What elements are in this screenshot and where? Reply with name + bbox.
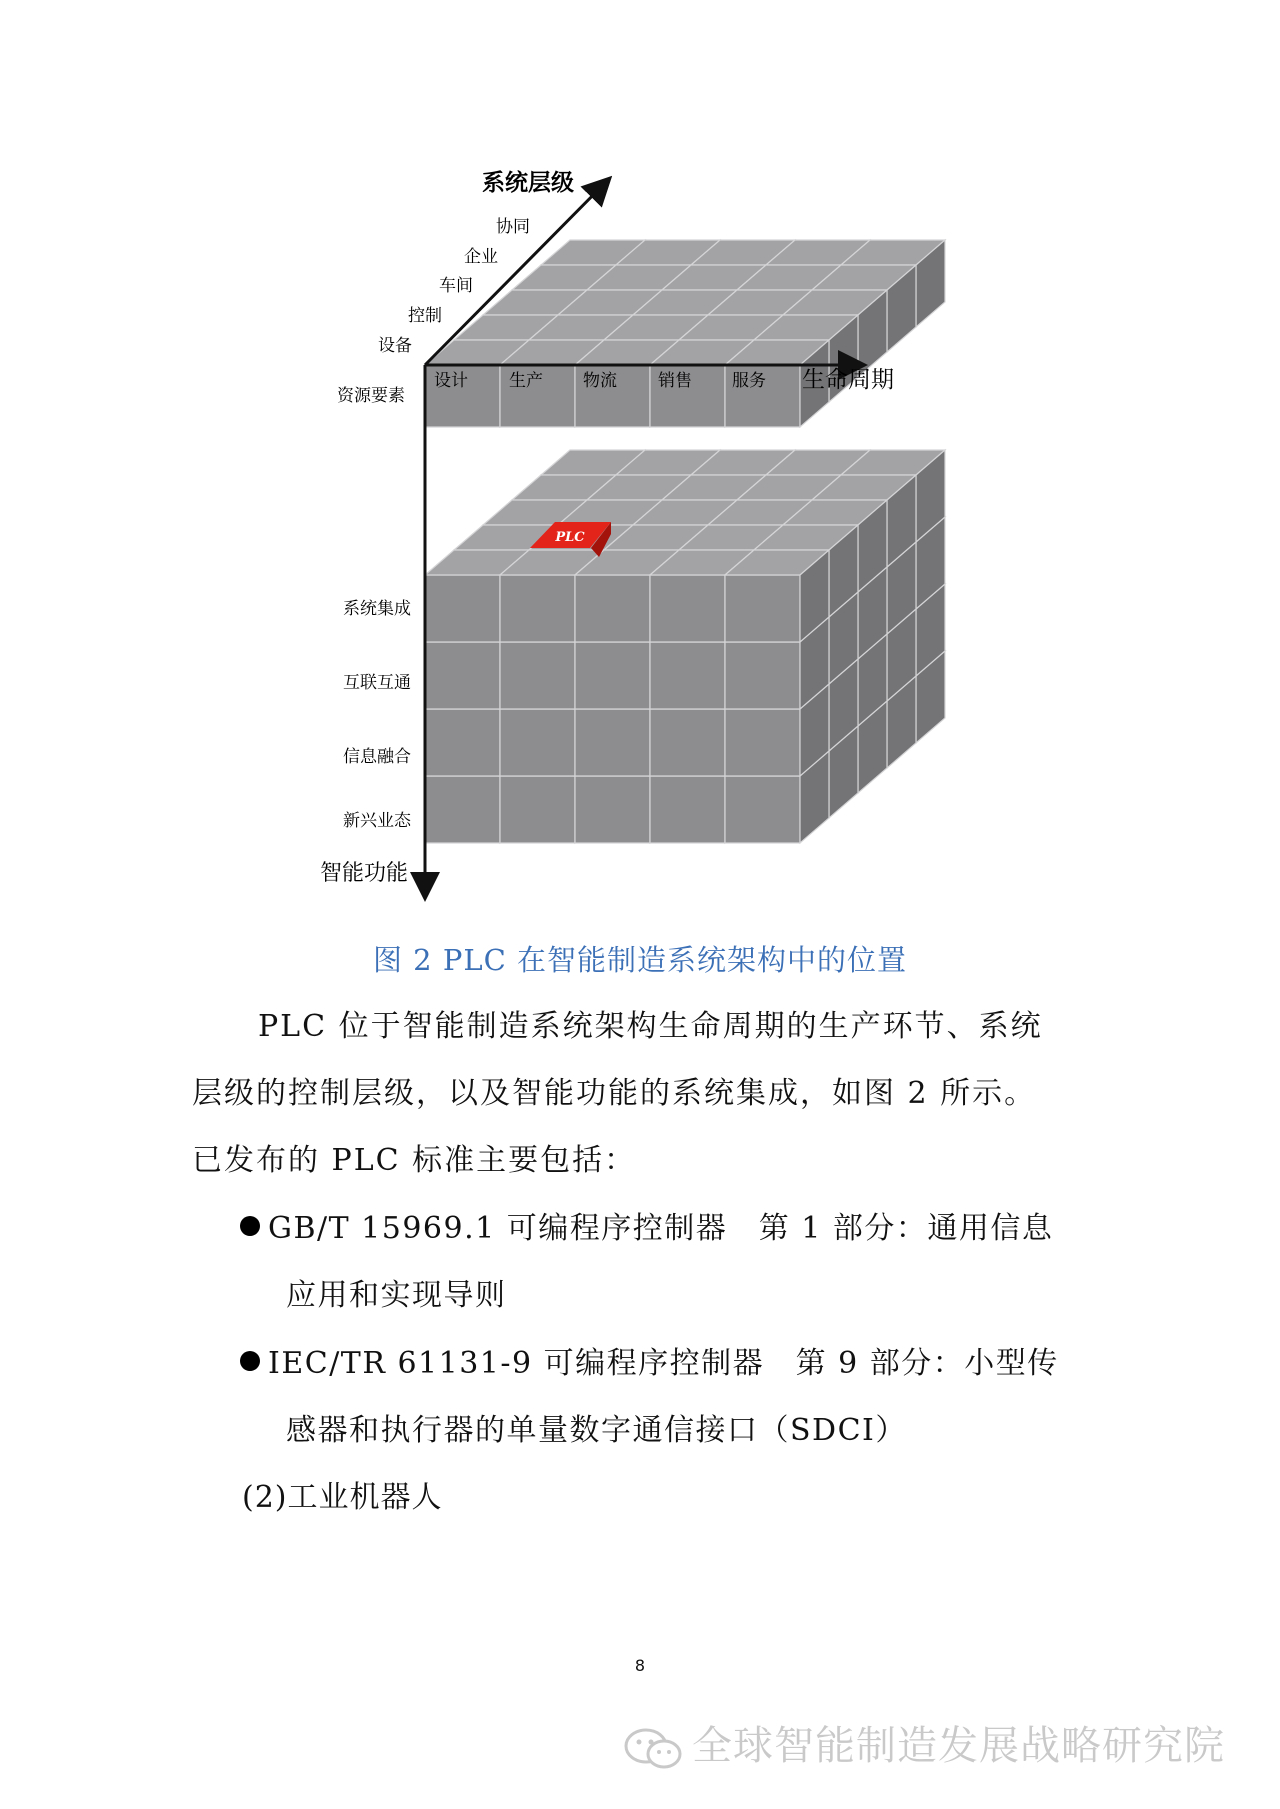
cube-front-face [575, 642, 650, 709]
cube-front-face [725, 776, 800, 843]
cube-front-face [575, 575, 650, 642]
level-label: 企业 [464, 247, 498, 267]
lifecycle-label: 销售 [658, 371, 692, 391]
standard-item-text: IEC/TR 61131-9 可编程序控制器 第 9 部分：小型传 [268, 1346, 1059, 1381]
function-label: 信息融合 [343, 747, 411, 767]
lifecycle-label: 物流 [583, 371, 617, 391]
cube-front-face [425, 709, 500, 776]
cube-front-face [500, 709, 575, 776]
lifecycle-label: 服务 [732, 371, 766, 391]
standard-item-text: 感器和执行器的单量数字通信接口（SDCI） [286, 1413, 907, 1448]
cube-front-face [725, 709, 800, 776]
paragraph-line: 已发布的 PLC 标准主要包括： [192, 1143, 637, 1178]
level-label: 设备 [378, 336, 412, 356]
cube-front-face [425, 575, 500, 642]
lifecycle-label: 设计 [434, 371, 468, 391]
watermark [622, 1714, 1225, 1771]
cube-front-face [575, 776, 650, 843]
watermark-text: 全球智能制造发展战略研究院 [692, 1723, 1225, 1769]
level-label: 资源要素 [337, 386, 405, 406]
smart-function-title: 智能功能 [320, 861, 409, 886]
function-label: 互联互通 [343, 673, 411, 693]
paragraph-line: 层级的控制层级，以及智能功能的系统集成，如图 2 所示。 [192, 1076, 1037, 1111]
cube-front-face [725, 575, 800, 642]
cube-front-face [650, 642, 725, 709]
cube-front-face [500, 575, 575, 642]
cube-front-face [500, 776, 575, 843]
cube-front-face [650, 575, 725, 642]
standard-item [240, 1330, 1100, 1464]
level-label: 协同 [496, 217, 530, 237]
lifecycle-title: 生命周期 [802, 367, 894, 393]
top-slab [425, 240, 945, 427]
cube-front-face [725, 642, 800, 709]
cube-front-face [500, 642, 575, 709]
body-paragraph [192, 993, 1092, 1194]
standard-item-text: GB/T 15969.1 可编程序控制器 第 1 部分：通用信息 [268, 1211, 1054, 1246]
function-label: 系统集成 [343, 599, 411, 619]
system-level-title: 系统层级 [482, 170, 574, 196]
cube-front-face [575, 709, 650, 776]
cube-front-face [425, 642, 500, 709]
paragraph-line: PLC 位于智能制造系统架构生命周期的生产环节、系统 [258, 1009, 1043, 1044]
standard-item-text: 应用和实现导则 [286, 1278, 507, 1313]
section-heading: (2)工业机器人 [242, 1480, 443, 1515]
bottom-slab [425, 450, 945, 843]
cube-front-face [425, 776, 500, 843]
lifecycle-label: 生产 [509, 371, 543, 391]
cube-front-face [650, 709, 725, 776]
function-label: 新兴业态 [343, 811, 411, 831]
page-number: 8 [634, 1656, 646, 1675]
figure-caption: 图 2 PLC 在智能制造系统架构中的位置 [372, 943, 908, 977]
level-label: 车间 [439, 276, 473, 296]
bullet-icon [240, 1351, 260, 1371]
plc-label: PLC [555, 530, 585, 545]
wechat-icon [622, 1726, 686, 1770]
standard-item [240, 1195, 1100, 1329]
cube-front-face [650, 776, 725, 843]
bullet-icon [240, 1216, 260, 1236]
level-label: 控制 [408, 306, 442, 326]
